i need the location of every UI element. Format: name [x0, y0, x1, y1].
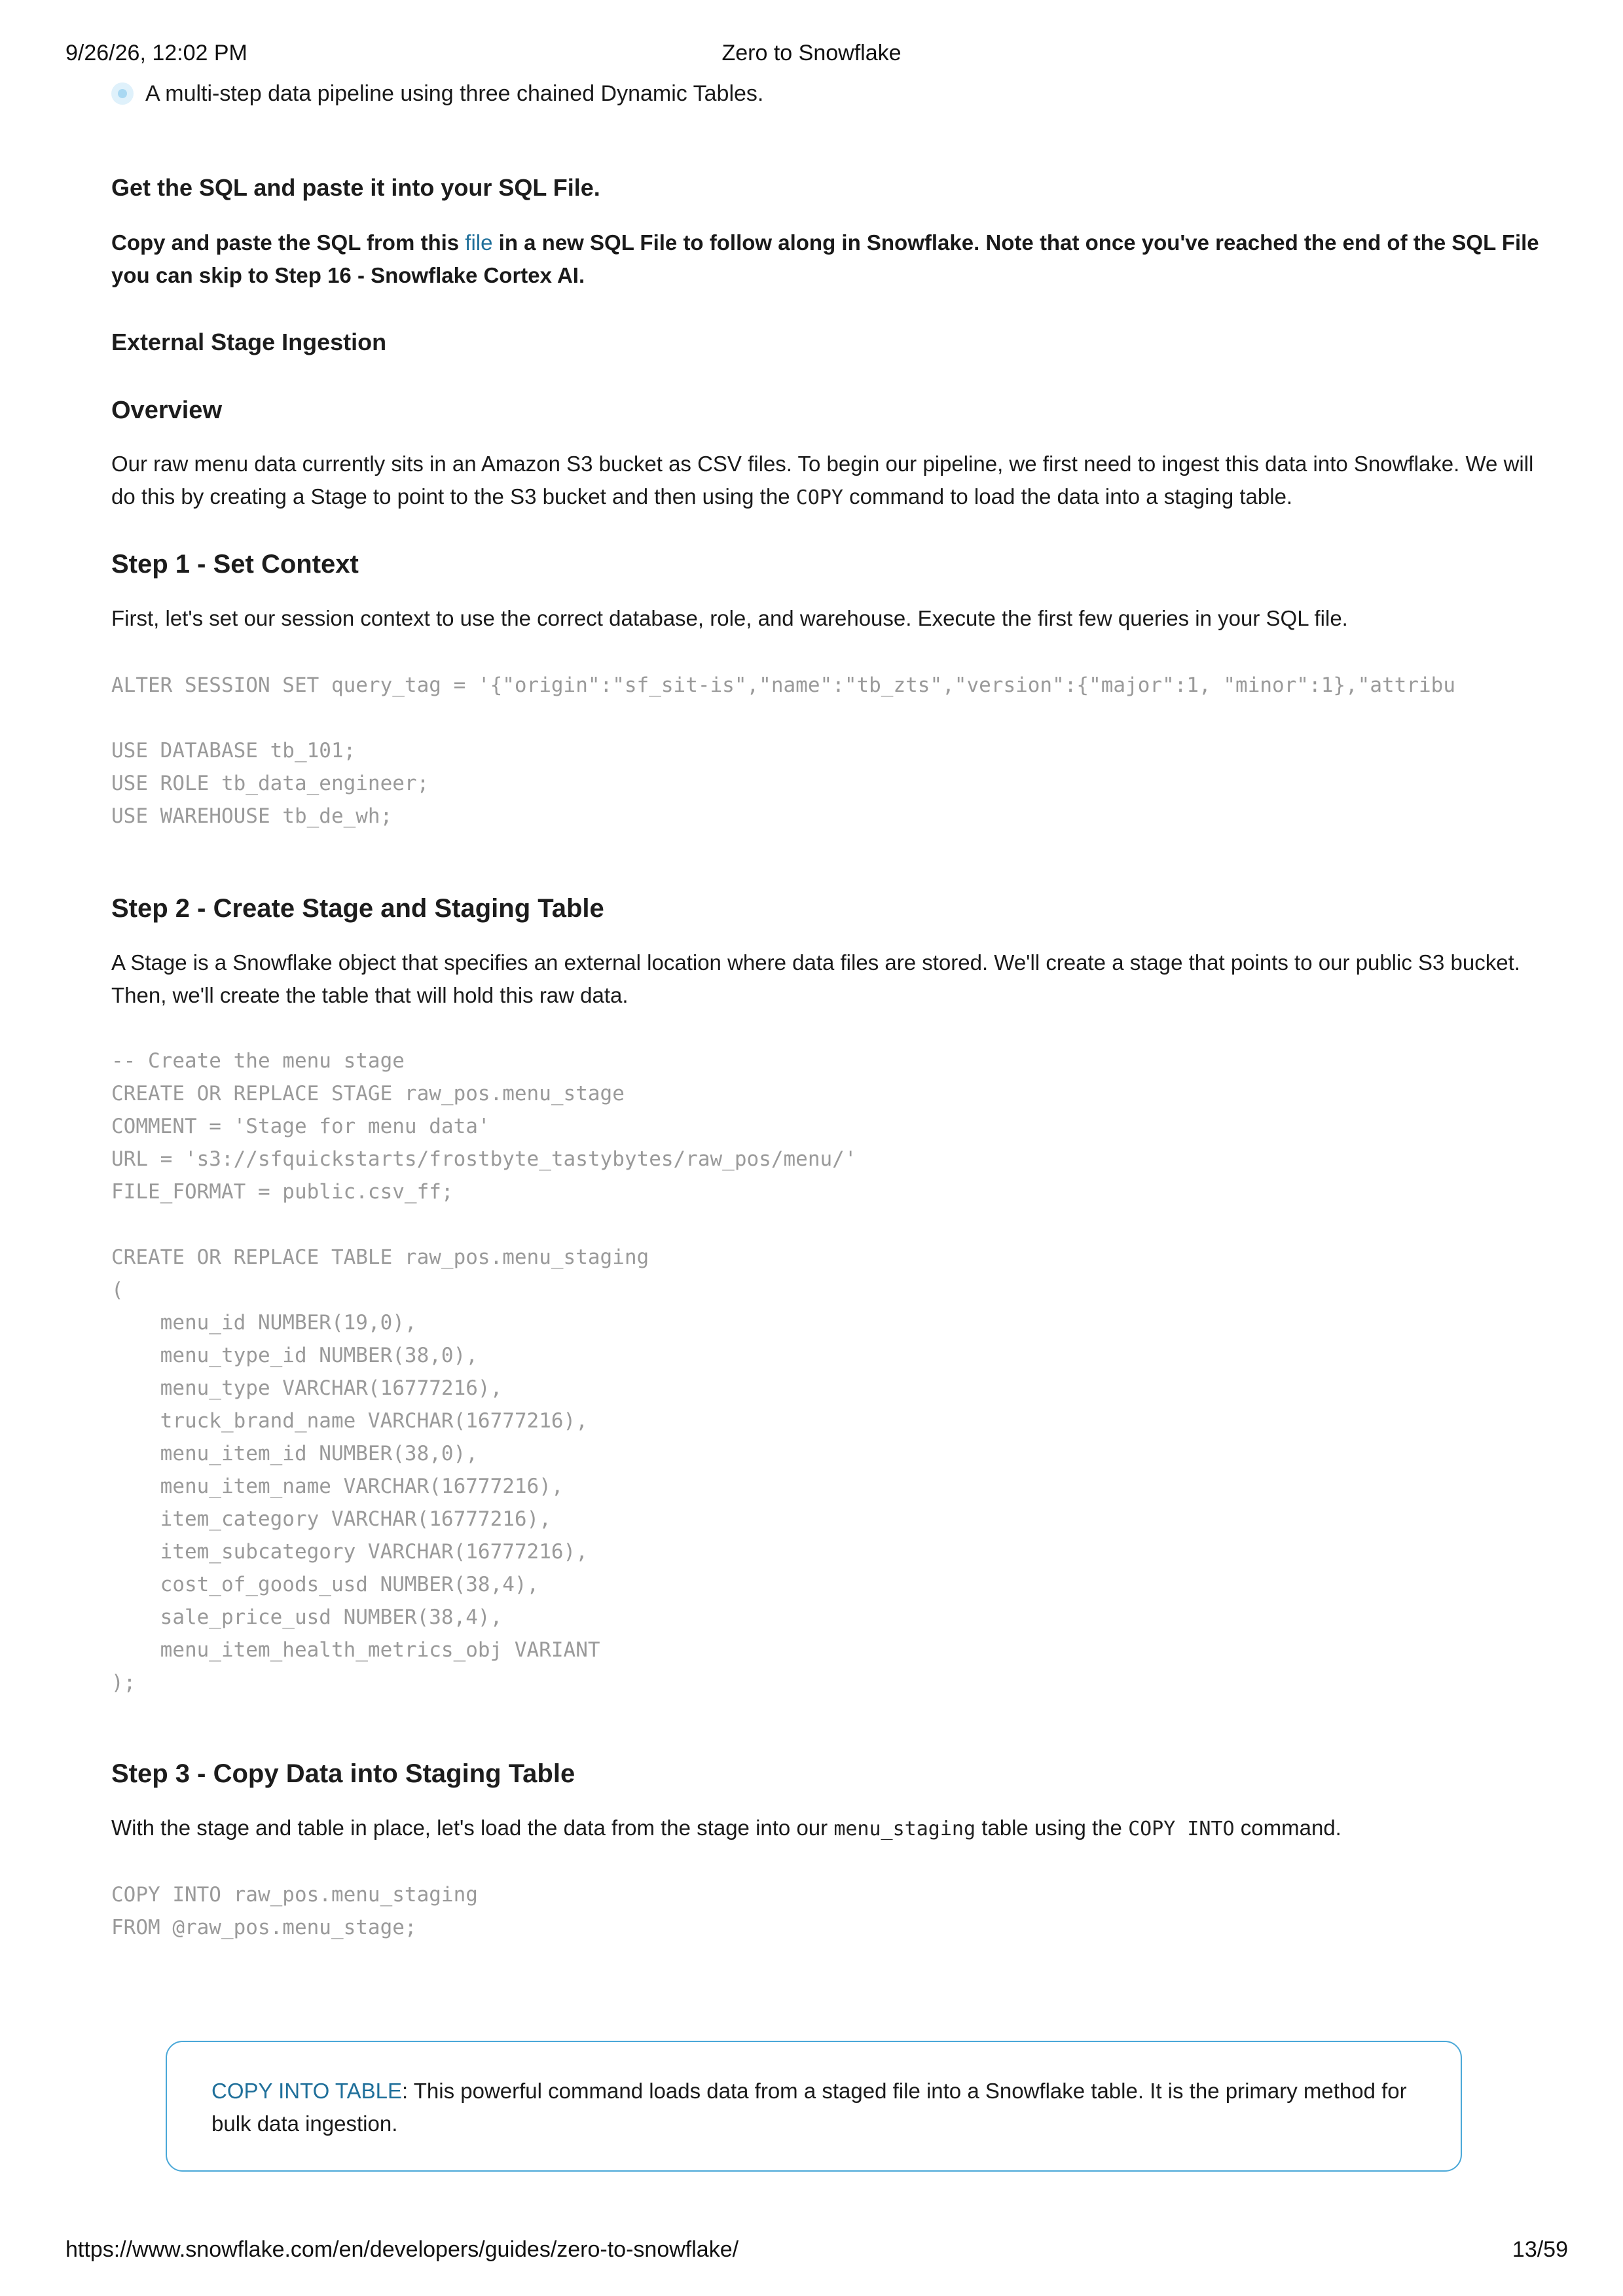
step-2-code-block: -- Create the menu stage CREATE OR REPLACE STAGE raw_pos.menu_stage COMMENT = 'Stage for menu data' URL = 's3://sfquickstarts/frostbyte_tastybytes/raw_pos/menu/' FILE_FORMAT = public.csv_ff; CREATE OR REPLACE TABLE raw_pos.menu_staging ( menu_id NUMBER(19,0), menu_type_id NUMBER(38,0), menu_type VARCHAR(16777216), truck_brand_name VARCHAR(16777216), menu_item_id NUMBER(38,0), menu_item_name VARCHAR(16777216), item_category VARCHAR(16777216), item_subcategory VARCHAR(16777216), cost_of_goods_usd NUMBER(38,4), sale_price_usd NUMBER(38,4), menu_item_health_metrics_obj VARIANT ); [111, 1049, 857, 1695]
inline-code-menu-staging: menu_staging [833, 1818, 976, 1840]
get-sql-heading: Get the SQL and paste it into your SQL File. [111, 174, 600, 201]
overview-text-cont: command to load the data into a staging table. [843, 484, 1293, 509]
step-3-text-cont: table using the [976, 1816, 1129, 1840]
section-title: External Stage Ingestion [111, 329, 387, 355]
step-1-paragraph: First, let's set our session context to use the correct database, role, and warehouse. Execute the first few queries in your SQL file. [111, 606, 1348, 630]
print-page-number: 13/59 [1512, 2237, 1568, 2262]
print-page-title: Zero to Snowflake [721, 41, 902, 65]
step-2-heading: Step 2 - Create Stage and Staging Table [111, 894, 604, 923]
copy-into-table-link[interactable]: COPY INTO TABLE [211, 2079, 402, 2103]
step-3-code-block: COPY INTO raw_pos.menu_staging FROM @raw_pos.menu_stage; [111, 1883, 478, 1939]
print-url: https://www.snowflake.com/en/developers/guides/zero-to-snowflake/ [65, 2237, 739, 2262]
guide-content [111, 77, 1552, 1944]
print-datetime: 9/26/26, 12:02 PM [65, 41, 247, 65]
inline-code-copy-into: COPY INTO [1128, 1818, 1235, 1840]
step-3-text-end: command. [1234, 1816, 1341, 1840]
step-3-text: With the stage and table in place, let's load the data from the stage into our [111, 1816, 834, 1840]
step-1-code-block: ALTER SESSION SET query_tag = '{"origin":"sf_sit-is","name":"tb_zts","version":{"major":1, "minor":1},"attribu USE DATABASE tb_101; USE ROLE tb_data_engineer; USE WAREHOUSE tb_de_wh; [111, 673, 1455, 828]
print-footer [0, 2237, 1623, 2266]
get-sql-text: Copy and paste the SQL from this [111, 230, 465, 255]
get-sql-text-cont: in a new SQL File to follow along in Snowflake. Note that once you've reached the end of the SQL File you can skip to Step 16 - Snowflake Cortex AI. [111, 230, 1539, 287]
overview-heading: Overview [111, 397, 222, 424]
list-item-text: A multi-step data pipeline using three chained Dynamic Tables. [145, 81, 764, 106]
callout-text: : This powerful command loads data from a staged file into a Snowflake table. It is the primary method for bulk data ingestion. [211, 2079, 1407, 2136]
bullet-circle-icon [111, 82, 134, 105]
info-callout [166, 2041, 1462, 2172]
step-3-heading: Step 3 - Copy Data into Staging Table [111, 1759, 575, 1788]
sql-file-link[interactable]: file [465, 230, 493, 255]
step-2-paragraph: A Stage is a Snowflake object that specifies an external location where data files are stored. We'll create a stage that points to our public S3 bucket. Then, we'll create the table that will hold this raw data. [111, 950, 1520, 1007]
step-1-heading: Step 1 - Set Context [111, 550, 359, 579]
print-header [0, 41, 1623, 69]
inline-code-copy: COPY [795, 486, 843, 509]
step-3-paragraph [111, 1812, 1552, 1846]
overview-paragraph [111, 448, 1552, 514]
get-sql-paragraph [111, 226, 1552, 292]
overview-text: Our raw menu data currently sits in an Amazon S3 bucket as CSV files. To begin our pipeline, we first need to ingest this data into Snowflake. We will do this by creating a Stage to point to the S3 bucket and then using the [111, 452, 1534, 509]
list-item [111, 77, 1552, 110]
